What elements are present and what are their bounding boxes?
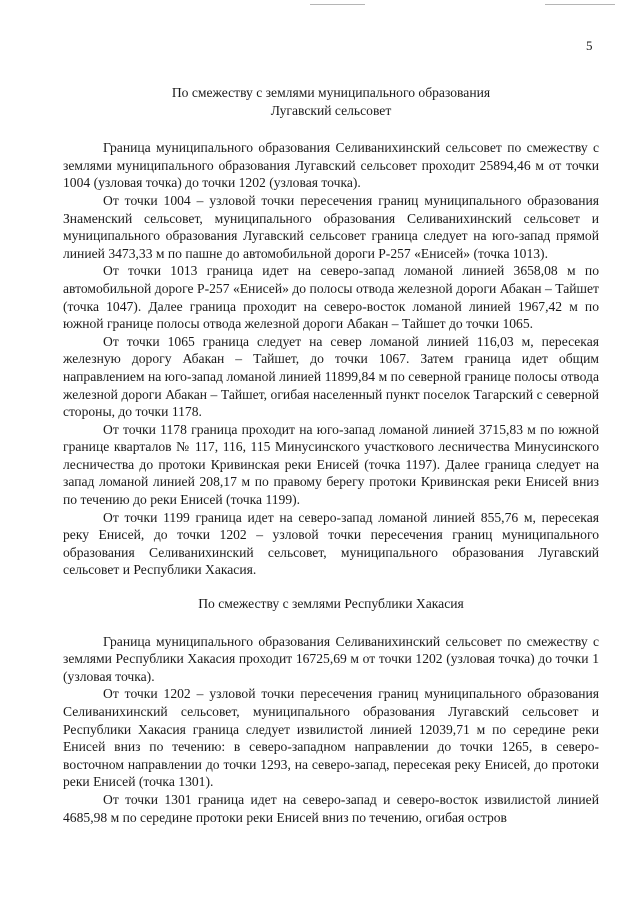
paragraph: От точки 1202 – узловой точки пересечения границ муниципального образования Селиванихинский сельсовет, муниципального образования Лугавский сельсовет и Республики Хакасия граница следует извилистой линией 12039,71 м по середине реки Енисей вниз по течению: в северо-западном направлении до точки 1265, в северо-восточном направлении до точки 1293, на северо-запад, пересекая реку Енисей, до протоки реки Енисей (точка 1301). — [63, 686, 599, 790]
section-heading-khakassia — [63, 595, 599, 613]
paragraph: От точки 1065 граница следует на север ломаной линией 116,03 м, пересекая железную дорогу Абакан – Тайшет, до точки 1067. Затем граница идет общим направлением на юго-запад ломаной линией 11899,84 м по северной границе полосы отвода железной дороги Абакан – Тайшет, огибая населенный пункт поселок Тагарский с северной стороны, до точки 1178. — [63, 333, 599, 420]
paragraph: От точки 1178 граница проходит на юго-запад ломаной линией 3715,83 м по южной границе кварталов № 117, 116, 115 Минусинского участкового лесничества Минусинского лесничества до протоки Кривинская реки Енисей (точка 1197). Далее граница следует на запад ломаной линией 208,17 м по правому берегу протоки Кривинская реки Енисей вниз по течению до реки Енисей (точка 1199). — [63, 421, 599, 508]
paragraph: Граница муниципального образования Селиванихинский сельсовет по смежеству с землями Республики Хакасия проходит 16725,69 м от точки 1202 (узловая точка) до точки 1 (узловая точка). — [63, 633, 599, 684]
document-body — [63, 84, 599, 826]
section-heading-line: Лугавский сельсовет — [270, 102, 392, 118]
scan-artifact-line — [545, 4, 615, 5]
paragraph: От точки 1301 граница идет на северо-запад и северо-восток извилистой линией 4685,98 м по середине протоки реки Енисей вниз по течению, огибая остров — [63, 791, 599, 825]
page-number: 5 — [586, 38, 593, 53]
paragraph: От точки 1013 граница идет на северо-запад ломаной линией 3658,08 м по автомобильной дороге Р-257 «Енисей» до полосы отвода железной дороги Абакан – Тайшет (точка 1047). Далее граница проходит на северо-восток ломаной линией 1967,42 м по южной границе полосы отвода железной дороги Абакан – Тайшет до точки 1065. — [63, 263, 599, 332]
paragraph: От точки 1199 граница идет на северо-запад ломаной линией 855,76 м, пересекая реку Енисей, до точки 1202 – узловой точки пересечения границ муниципального образования Селиванихинский сельсовет, муниципального образования Лугавский сельсовет и Республики Хакасия. — [63, 509, 599, 578]
paragraph: Граница муниципального образования Селиванихинский сельсовет по смежеству с землями муниципального образования Лугавский сельсовет проходит 25894,46 м от точки 1004 (узловая точка) до точки 1202 (узловая точка). — [63, 140, 599, 191]
paragraph: От точки 1004 – узловой точки пересечения границ муниципального образования Знаменский сельсовет, муниципального образования Селиванихинский сельсовет и муниципального образования Лугавский сельсовет граница следует на юго-запад прямой линией 3473,33 м по пашне до автомобильной дороги Р-257 «Енисей» (точка 1013). — [63, 192, 599, 261]
section-heading-line: По смежеству с землями муниципального образования — [171, 85, 491, 100]
section-heading-line: По смежеству с землями Республики Хакасия — [198, 596, 464, 612]
section-heading-lugavsky — [63, 84, 599, 119]
scan-artifact-line — [310, 4, 365, 5]
